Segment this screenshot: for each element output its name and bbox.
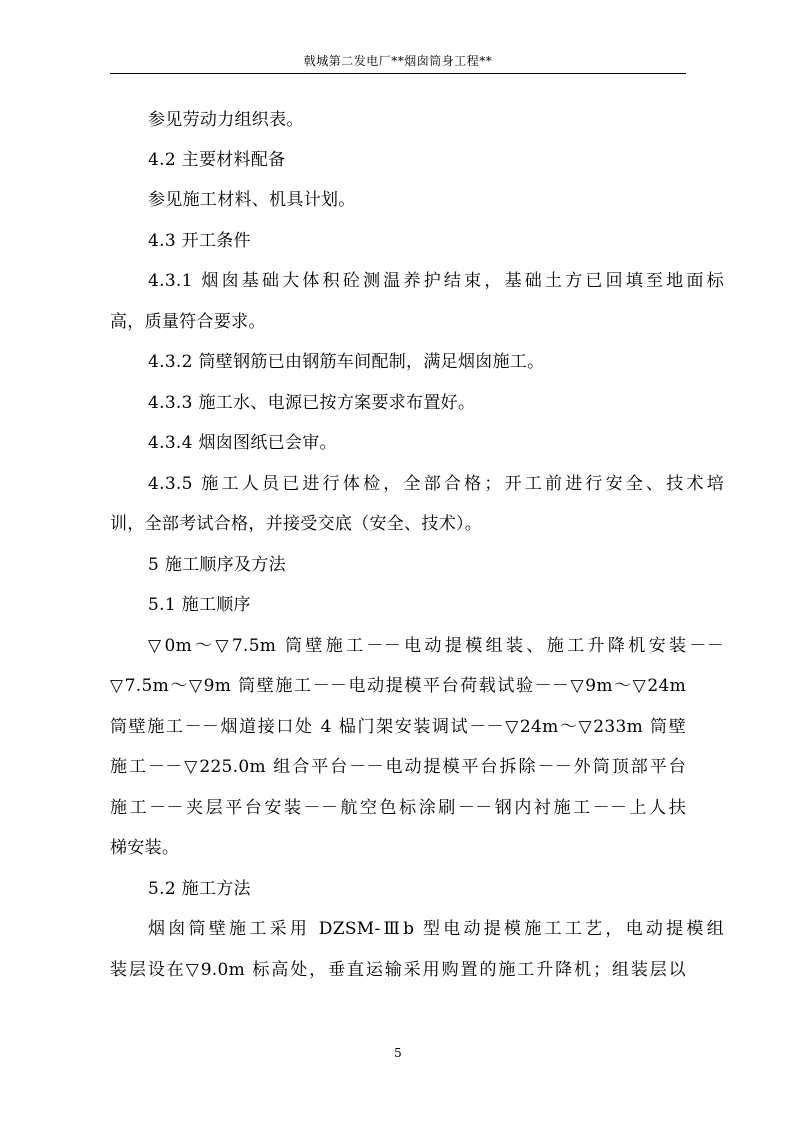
paragraph-line: 参见施工材料、机具计划。 xyxy=(148,190,356,210)
header-title: 戟城第二发电厂**烟囱筒身工程** xyxy=(303,54,493,68)
paragraph-line: 施工－－▽225.0m 组合平台－－电动提模平台拆除－－外筒顶部平台 xyxy=(110,757,686,777)
paragraph-line: ▽7.5m～▽9m 筒壁施工－－电动提模平台荷载试验－－▽9m～▽24m xyxy=(110,676,686,696)
paragraph-line: 装层设在▽9.0m 标高处，垂直运输采用购置的施工升降机；组装层以 xyxy=(110,960,686,980)
section-heading: 4.2 主要材料配备 xyxy=(148,150,286,170)
paragraph-line: 训，全部考试合格，并接受交底（安全、技术）。 xyxy=(110,514,483,534)
paragraph-line: 4.3.5 施工人员已进行体检，全部合格；开工前进行安全、技术培 xyxy=(148,474,724,494)
section-heading: 4.3 开工条件 xyxy=(148,231,251,251)
paragraph-line: 4.3.3 施工水、电源已按方案要求布置好。 xyxy=(148,393,476,413)
section-heading: 5.2 施工方法 xyxy=(148,879,251,899)
paragraph-line: 梯安装。 xyxy=(110,838,180,858)
paragraph-line: 参见劳动力组织表。 xyxy=(148,110,304,130)
paragraph-line: 施工－－夹层平台安装－－航空色标涂刷－－钢内衬施工－－上人扶 xyxy=(110,798,686,818)
section-heading: 5.1 施工顺序 xyxy=(148,595,251,615)
paragraph-line: 4.3.4 烟囱图纸已会审。 xyxy=(148,433,337,453)
section-heading: 5 施工顺序及方法 xyxy=(148,555,286,575)
paragraph-line: 4.3.2 筒壁钢筋已由钢筋车间配制，满足烟囱施工。 xyxy=(148,352,545,372)
page-number: 5 xyxy=(394,1046,402,1060)
paragraph-line: 烟囱筒壁施工采用 DZSM-Ⅲb 型电动提模施工工艺，电动提模组 xyxy=(148,919,724,939)
paragraph-line: 4.3.1 烟囱基础大体积砼测温养护结束，基础土方已回填至地面标 xyxy=(148,271,724,291)
header-divider xyxy=(110,73,686,74)
paragraph-line: 筒壁施工－－烟道接口处 4 榀门架安装调试－－▽24m～▽233m 筒壁 xyxy=(110,717,686,737)
paragraph-line: 高，质量符合要求。 xyxy=(110,312,266,332)
paragraph-line: ▽0m～▽7.5m 筒壁施工－－电动提模组装、施工升降机安装－－ xyxy=(148,636,724,656)
